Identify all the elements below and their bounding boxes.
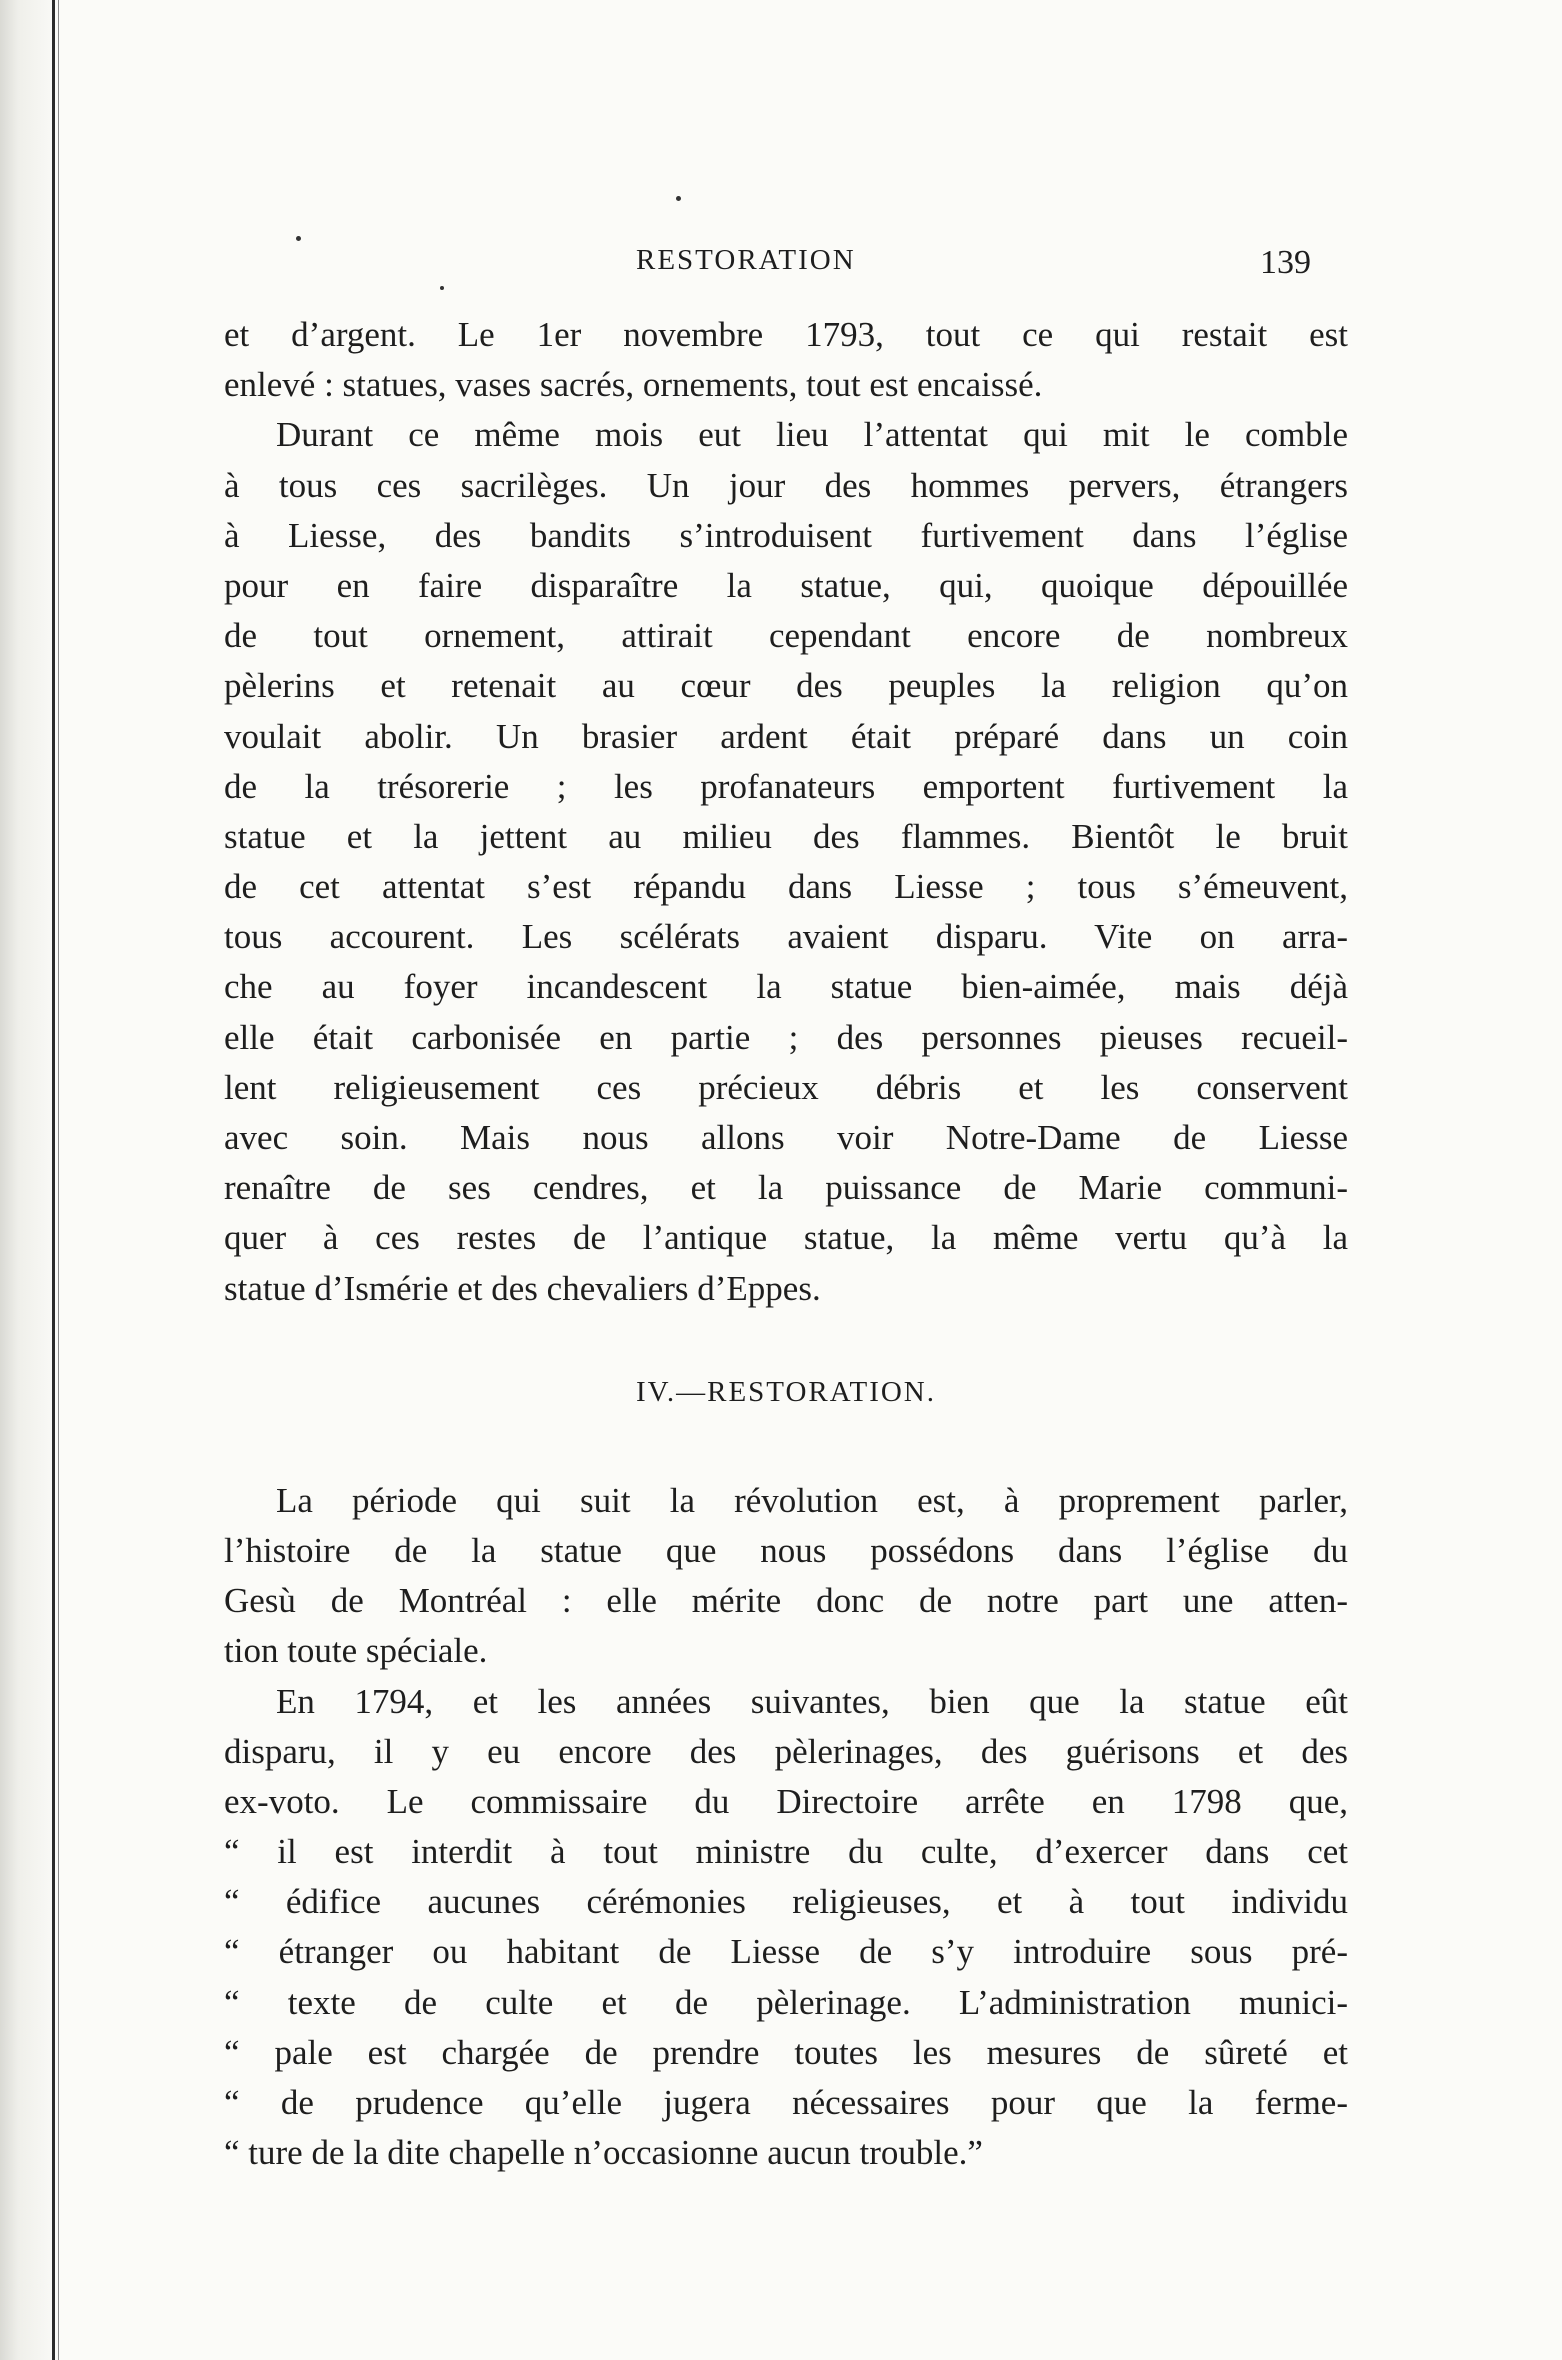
print-speck <box>440 286 444 290</box>
text-line: enlevé : statues, vases sacrés, ornements, tout est encaissé. <box>224 365 1043 405</box>
text-line: quer à ces restes de l’antique statue, la même vertu qu’à la <box>224 1218 1348 1258</box>
text-line: à tous ces sacrilèges. Un jour des hommes pervers, étrangers <box>224 465 1348 505</box>
text-line: “ de prudence qu’elle jugera nécessaires pour que la ferme- <box>224 2083 1348 2122</box>
text-line: pour en faire disparaître la statue, qui, quoique dépouillée <box>224 565 1348 605</box>
text-line: “ il est interdit à tout ministre du culte, d’exercer dans cet <box>224 1832 1348 1872</box>
text-line: de tout ornement, attirait cependant encore de nombreux <box>224 616 1348 656</box>
text-line: de la trésorerie ; les profanateurs emportent furtivement la <box>224 766 1348 806</box>
page-binding-edge <box>52 0 55 2360</box>
section-heading: IV.—RESTORATION. <box>635 1375 936 1408</box>
text-line: Durant ce même mois eut lieu l’attentat qui mit le comble <box>276 415 1348 455</box>
text-line: tous accourent. Les scélérats avaient disparu. Vite on arra- <box>224 917 1348 957</box>
page-number: 139 <box>1260 244 1311 281</box>
text-line: disparu, il y eu encore des pèlerinages, des guérisons et des <box>224 1731 1348 1771</box>
text-line: avec soin. Mais nous allons voir Notre-Dame de Liesse <box>224 1118 1348 1157</box>
text-line: Gesù de Montréal : elle mérite donc de notre part une atten- <box>224 1581 1348 1621</box>
text-line: l’histoire de la statue que nous possédons dans l’église du <box>224 1530 1348 1570</box>
paragraph <box>224 310 1348 410</box>
page-header <box>0 236 1562 284</box>
text-line: “ étranger ou habitant de Liesse de s’y introduire sous pré- <box>224 1932 1348 1972</box>
text-line: “ édifice aucunes cérémonies religieuses, et à tout individu <box>224 1882 1348 1922</box>
paragraph <box>224 410 1348 1313</box>
text-line: “ pale est chargée de prendre toutes les mesures de sûreté et <box>224 2032 1348 2072</box>
text-line: voulait abolir. Un brasier ardent était préparé dans un coin <box>224 716 1348 756</box>
paragraph <box>224 1677 1348 2179</box>
text-line: che au foyer incandescent la statue bien-aimée, mais déjà <box>224 967 1348 1007</box>
text-section-1 <box>224 310 1348 1314</box>
text-line: pèlerins et retenait au cœur des peuples la religion qu’on <box>224 666 1348 706</box>
page-body <box>224 310 1348 2178</box>
text-line: tion toute spéciale. <box>224 1631 488 1671</box>
text-line: ex-voto. Le commissaire du Directoire arrête en 1798 que, <box>224 1781 1348 1821</box>
text-line: elle était carbonisée en partie ; des personnes pieuses recueil- <box>224 1017 1348 1057</box>
text-line: “ ture de la dite chapelle n’occasionne aucun trouble.” <box>224 2133 983 2173</box>
text-line: lent religieusement ces précieux débris et les conservent <box>224 1067 1348 1107</box>
running-head: RESTORATION <box>636 244 856 276</box>
text-line: à Liesse, des bandits s’introduisent furtivement dans l’église <box>224 515 1348 555</box>
text-line: statue et la jettent au milieu des flammes. Bientôt le bruit <box>224 816 1348 856</box>
text-line: La période qui suit la révolution est, à proprement parler, <box>276 1480 1348 1520</box>
text-section-2 <box>224 1476 1348 2179</box>
text-line: renaître de ses cendres, et la puissance de Marie communi- <box>224 1168 1348 1208</box>
text-line: et d’argent. Le 1er novembre 1793, tout ce qui restait est <box>224 315 1348 354</box>
paragraph <box>224 1476 1348 1677</box>
page-binding-edge-secondary <box>58 0 59 2360</box>
print-speck <box>676 196 681 201</box>
text-line: statue d’Ismérie et des chevaliers d’Eppes. <box>224 1268 821 1308</box>
text-line: “ texte de culte et de pèlerinage. L’administration munici- <box>224 1982 1348 2022</box>
text-line: En 1794, et les années suivantes, bien que la statue eût <box>276 1681 1348 1721</box>
text-line: de cet attentat s’est répandu dans Liesse ; tous s’émeuvent, <box>224 867 1348 907</box>
